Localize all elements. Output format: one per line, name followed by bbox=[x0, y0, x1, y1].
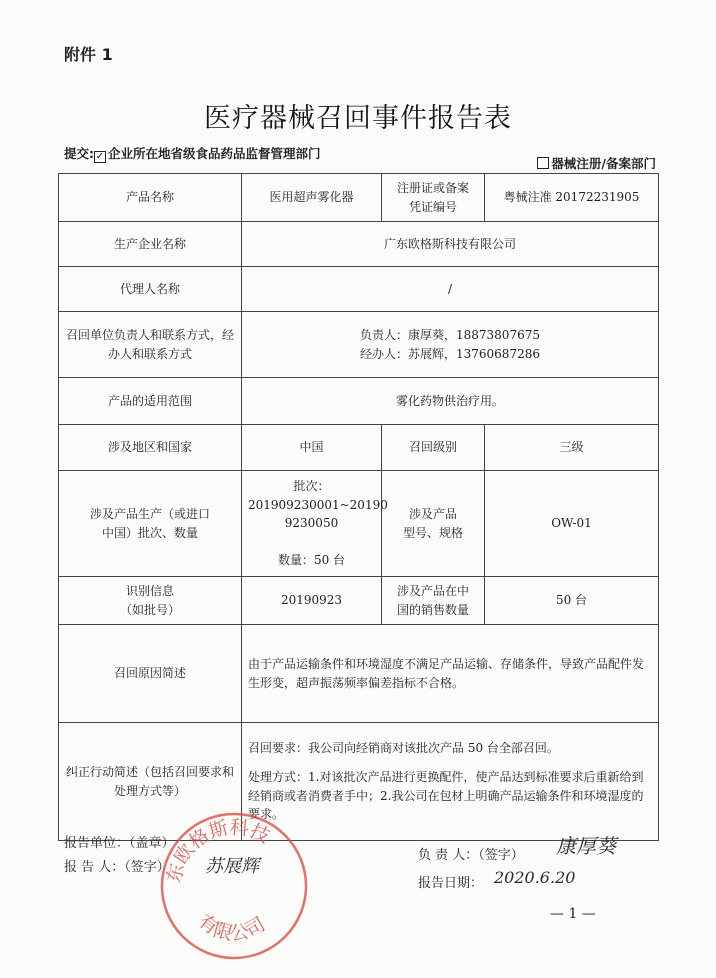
page-title: 医疗器械召回事件报告表 bbox=[204, 103, 512, 134]
table-row bbox=[59, 425, 659, 471]
model-value: OW-01 bbox=[485, 471, 659, 577]
contact-value: 负责人：康厚葵，18873807675 经办人：苏展辉，13760687286 bbox=[242, 312, 659, 378]
sales-value: 50 台 bbox=[485, 577, 659, 625]
table-row bbox=[59, 625, 659, 723]
level-label: 召回级别 bbox=[382, 425, 485, 471]
checkbox-checked[interactable]: ✓ bbox=[95, 151, 105, 162]
level-value: 三级 bbox=[485, 425, 659, 471]
model-label: 涉及产品 型号、规格 bbox=[382, 471, 485, 577]
table-row bbox=[59, 267, 659, 312]
attachment-label: 附件 1 bbox=[64, 45, 113, 64]
reason-label: 召回原因简述 bbox=[59, 625, 242, 723]
reason-value: 由于产品运输条件和环境湿度不满足产品运输、存储条件，导致产品配件发生形变，超声振荡频率偏差指标不合格。 bbox=[242, 625, 659, 723]
submit-option-checked: 企业所在地省级食品药品监督管理部门 bbox=[108, 146, 321, 161]
table-row bbox=[59, 222, 659, 267]
recall-report-table bbox=[58, 173, 659, 841]
report-date-value: 2020.6.20 bbox=[494, 868, 576, 887]
ident-label: 识别信息 （如批号） bbox=[59, 577, 242, 625]
agent-label: 代理人名称 bbox=[59, 267, 242, 312]
official-seal bbox=[158, 810, 310, 962]
batch-label: 涉及产品生产（或进口 中国）批次、数量 bbox=[59, 471, 242, 577]
table-row bbox=[59, 174, 659, 222]
responsible-signature: 康厚葵 bbox=[556, 834, 616, 858]
reporter-label: 报 告 人：（签字） bbox=[64, 860, 170, 875]
scope-label: 产品的适用范围 bbox=[59, 378, 242, 425]
submit-row bbox=[64, 144, 660, 171]
cert-value: 粤械注准 20172231905 bbox=[485, 174, 659, 222]
batch-value: 批次： 201909230001~20190 9230050 数量：50 台 bbox=[242, 471, 382, 577]
report-date-label: 报告日期： bbox=[418, 876, 484, 891]
submit-option-other: 器械注册/备案部门 bbox=[551, 156, 656, 171]
action-method: 处理方式：1.对该批次产品进行更换配件，使产品达到标准要求后重新给到经销商或者消费者手中；2.我公司在包材上明确产品运输条件和环境湿度的要求。 bbox=[248, 769, 644, 822]
responsible-label: 负 责 人：（签字） bbox=[418, 848, 524, 863]
action-label: 纠正行动简述（包括召回要求和处理方式等） bbox=[59, 723, 242, 841]
seal-text-top: 东欧格斯科技 bbox=[162, 816, 273, 886]
checkbox-unchecked[interactable] bbox=[537, 157, 549, 169]
page-number: — 1 — bbox=[550, 906, 596, 922]
product-name-label: 产品名称 bbox=[59, 174, 242, 222]
table-row bbox=[59, 577, 659, 625]
agent-value: / bbox=[242, 267, 659, 312]
action-requirement: 召回要求：我公司向经销商对该批次产品 50 台全部召回。 bbox=[248, 741, 559, 756]
table-row bbox=[59, 312, 659, 378]
table-row bbox=[59, 471, 659, 577]
reporter-signature: 苏展辉 bbox=[205, 856, 259, 877]
manufacturer-label: 生产企业名称 bbox=[59, 222, 242, 267]
table-row bbox=[59, 378, 659, 425]
report-unit-label: 报告单位：（盖章） bbox=[64, 836, 175, 851]
seal-text-bottom: 有限公司 bbox=[193, 910, 270, 946]
ident-value: 20190923 bbox=[242, 577, 382, 625]
region-label: 涉及地区和国家 bbox=[59, 425, 242, 471]
contact-label: 召回单位负责人和联系方式，经办人和联系方式 bbox=[59, 312, 242, 378]
table-row bbox=[59, 723, 659, 841]
cert-label: 注册证或备案 凭证编号 bbox=[382, 174, 485, 222]
region-value: 中国 bbox=[242, 425, 382, 471]
scope-value: 雾化药物供治疗用。 bbox=[242, 378, 659, 425]
submit-option-other-wrap bbox=[537, 154, 656, 172]
submit-label: 提交: bbox=[64, 146, 94, 161]
product-name-value: 医用超声雾化器 bbox=[242, 174, 382, 222]
sales-label: 涉及产品在中 国的销售数量 bbox=[382, 577, 485, 625]
manufacturer-value: 广东欧格斯科技有限公司 bbox=[242, 222, 659, 267]
